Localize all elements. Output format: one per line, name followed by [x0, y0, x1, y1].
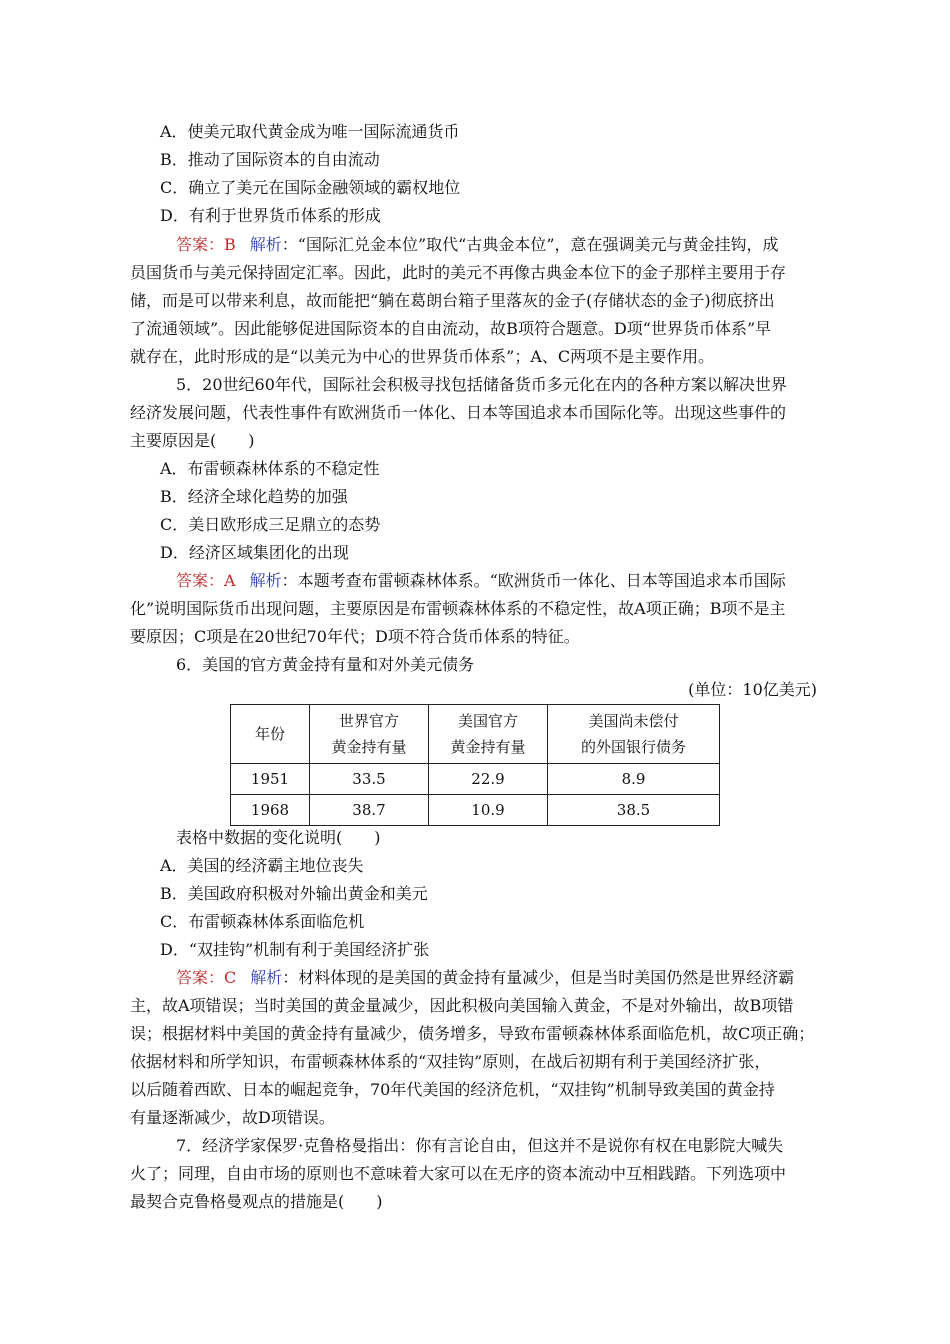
table-cell: 1968: [231, 795, 310, 826]
table-cell: 38.7: [310, 795, 429, 826]
q4-option-a: A．使美元取代黄金成为唯一国际流通货币: [160, 122, 460, 141]
q6-option-c: C．布雷顿森林体系面临危机: [160, 912, 365, 931]
q6-answer-line-3: 误；根据材料中美国的黄金持有量减少，债务增多，导致布雷顿森林体系面临危机，故C项正确；: [130, 1024, 815, 1043]
q5-option-c: C．美日欧形成三足鼎立的态势: [160, 515, 381, 534]
q5-stem-line-2: 经济发展问题，代表性事件有欧洲货币一体化、日本等国追求本币国际化等。出现这些事件的: [130, 403, 787, 422]
q6-answer-line-4: 依据材料和所学知识，布雷顿森林体系的“双挂钩”原则，在战后初期有利于美国经济扩张，: [130, 1052, 771, 1071]
q4-answer-line-1: 答案：B 解析：“国际汇兑金本位”取代“古典金本位”，意在强调美元与黄金挂钩，成: [176, 235, 779, 254]
q6-answer-line-1: 答案：C 解析：材料体现的是美国的黄金持有量减少，但是当时美国仍然是世界经济霸: [176, 968, 795, 987]
table-cell: 8.9: [548, 764, 720, 795]
q7-stem-line-1: 7．经济学家保罗·克鲁格曼指出：你有言论自由，但这并不是说你有权在电影院大喊失: [176, 1136, 784, 1155]
table-row: [231, 795, 720, 826]
table-cell: 1951: [231, 764, 310, 795]
table-cell: 10.9: [429, 795, 548, 826]
table-header-cell: 世界官方 黄金持有量: [310, 705, 429, 764]
q5-option-b: B．经济全球化趋势的加强: [160, 487, 348, 506]
q4-option-d: D．有利于世界货币体系的形成: [160, 206, 381, 225]
q6-answer-line-2: 主，故A项错误；当时美国的黄金量减少，因此积极向美国输入黄金，不是对外输出，故B项错: [130, 996, 794, 1015]
q5-answer-label: 答案：A: [176, 571, 236, 590]
q4-analysis-label: 解析: [249, 235, 282, 254]
table-row: [231, 764, 720, 795]
q5-analysis-label: 解析: [249, 571, 282, 590]
q4-answer-line-3: 储，而是可以带来利息，故而能把“躺在葛朗台箱子里落灰的金子(存储状态的金子)彻底挤出: [130, 291, 775, 310]
q5-stem-line-3: 主要原因是( ): [130, 431, 255, 450]
table-header-cell: 年份: [231, 705, 310, 764]
q6-analysis-label: 解析: [250, 968, 283, 987]
q6-stem: 表格中数据的变化说明( ): [176, 828, 381, 847]
q4-answer-line-4: 了流通领域”。因此能够促进国际资本的自由流动，故B项符合题意。D项“世界货币体系”早: [130, 319, 772, 338]
q6-data-table: [230, 704, 720, 826]
q6-option-d: D．“双挂钩”机制有利于美国经济扩张: [160, 940, 430, 959]
q5-option-a: A．布雷顿森林体系的不稳定性: [160, 459, 380, 478]
q6-unit-note: (单位：10亿美元): [688, 680, 817, 699]
q6-answer-line-5: 以后随着西欧、日本的崛起竞争，70年代美国的经济危机，“双挂钩”机制导致美国的黄金持: [130, 1080, 775, 1099]
q5-option-d: D．经济区域集团化的出现: [160, 543, 349, 562]
table-cell: 22.9: [429, 764, 548, 795]
q5-answer-line-2: 化”说明国际货币出现问题，主要原因是布雷顿森林体系的不稳定性，故A项正确；B项不是主: [130, 599, 786, 618]
q4-answer-line-5: 就存在，此时形成的是“以美元为中心的世界货币体系”；A、C两项不是主要作用。: [130, 347, 715, 366]
q5-answer-line-1: 答案：A 解析：本题考查布雷顿森林体系。“欧洲货币一体化、日本等国追求本币国际: [176, 571, 786, 590]
q5-answer-line-3: 要原因；C项是在20世纪70年代；D项不符合货币体系的特征。: [130, 627, 580, 646]
q6-answer-line-6: 有量逐渐减少，故D项错误。: [130, 1108, 335, 1127]
table-header-row: [231, 705, 720, 764]
table-header-cell: 美国官方 黄金持有量: [429, 705, 548, 764]
q6-title: 6．美国的官方黄金持有量和对外美元债务: [176, 655, 475, 674]
table-cell: 33.5: [310, 764, 429, 795]
q4-answer-label: 答案：B: [176, 235, 236, 254]
q6-answer-label: 答案：C: [176, 968, 237, 987]
q4-option-b: B．推动了国际资本的自由流动: [160, 150, 380, 169]
q6-option-a: A．美国的经济霸主地位丧失: [160, 856, 364, 875]
q5-stem-line-1: 5．20世纪60年代，国际社会积极寻找包括储备货币多元化在内的各种方案以解决世界: [176, 375, 787, 394]
q7-stem-line-3: 最契合克鲁格曼观点的措施是( ): [130, 1192, 383, 1211]
table-header-cell: 美国尚未偿付 的外国银行债务: [548, 705, 720, 764]
q7-stem-line-2: 火了；同理，自由市场的原则也不意味着大家可以在无序的资本流动中互相践踏。下列选项中: [130, 1164, 787, 1183]
q6-option-b: B．美国政府积极对外输出黄金和美元: [160, 884, 428, 903]
q4-option-c: C．确立了美元在国际金融领域的霸权地位: [160, 178, 461, 197]
q4-answer-line-2: 员国货币与美元保持固定汇率。因此，此时的美元不再像古典金本位下的金子那样主要用于存: [130, 263, 787, 282]
table-cell: 38.5: [548, 795, 720, 826]
